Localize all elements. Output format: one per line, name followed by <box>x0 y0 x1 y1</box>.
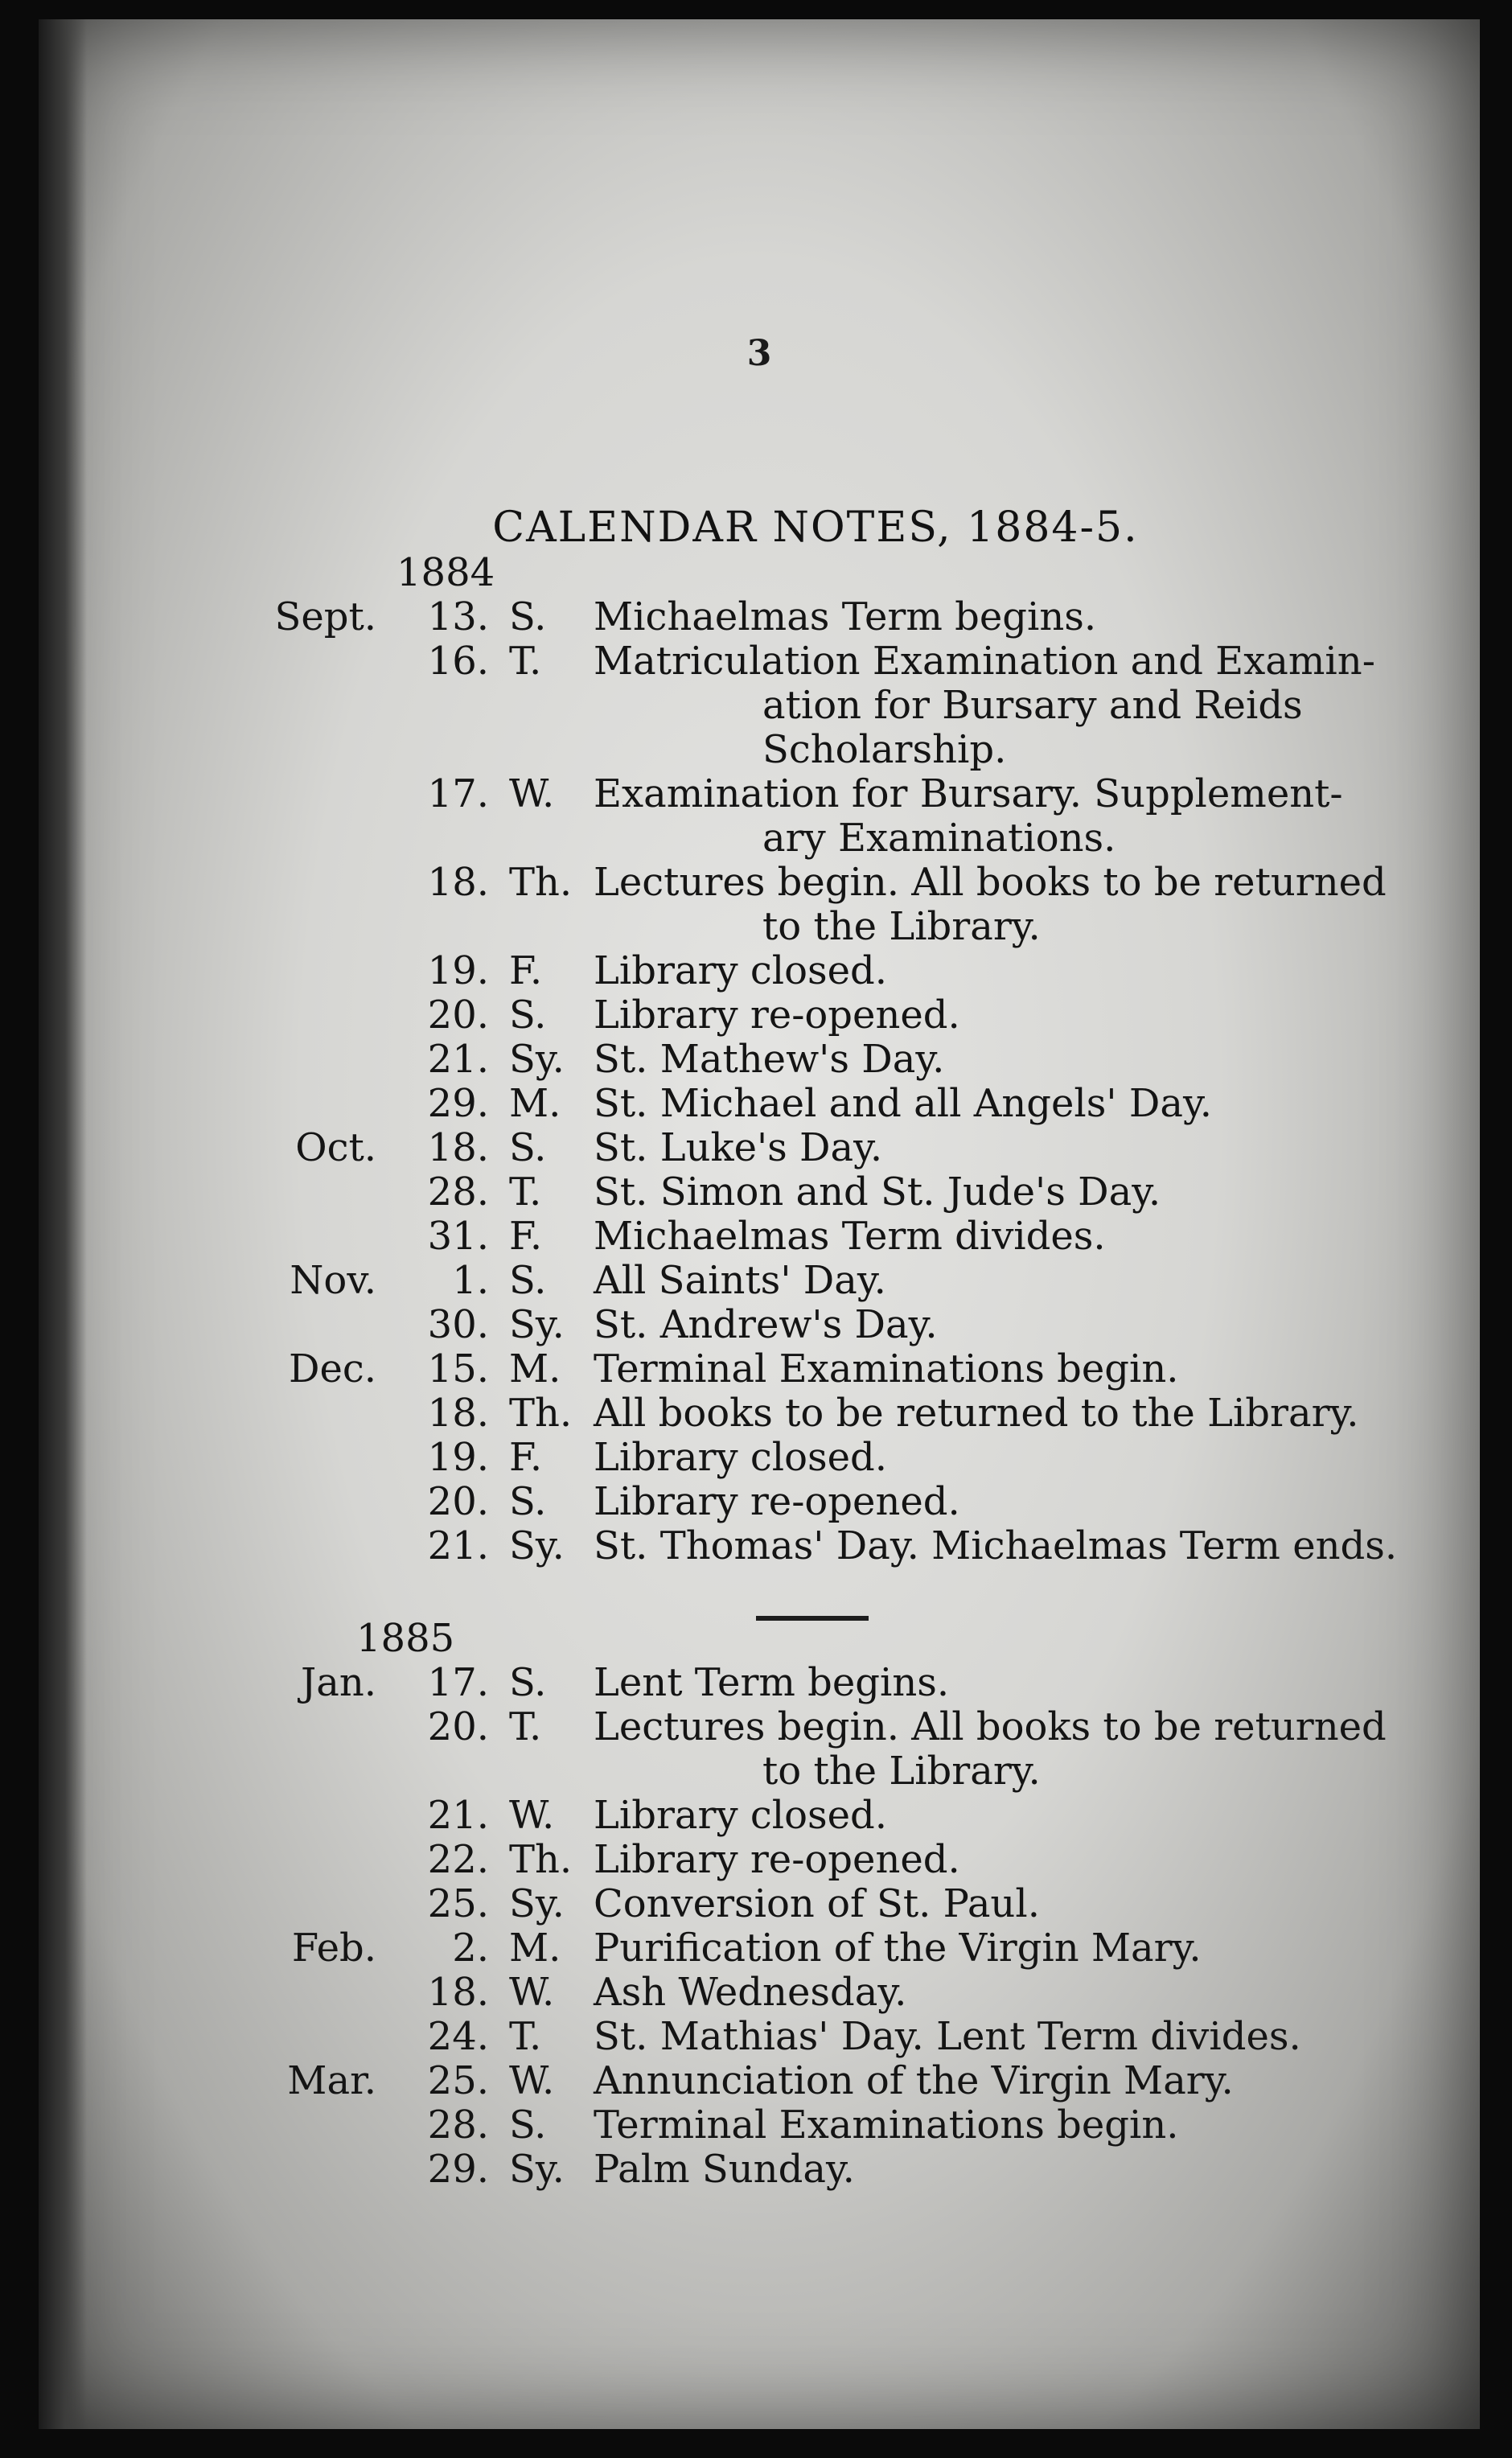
entry-description: Library closed. <box>594 1435 887 1480</box>
day-number: 29. <box>427 2147 489 2192</box>
weekday-abbrev: F. <box>509 1214 543 1259</box>
weekday-abbrev: S. <box>509 594 547 639</box>
entry-description: Library closed. <box>594 1793 887 1838</box>
entry-description: All Saints' Day. <box>594 1258 886 1303</box>
entry-description: Terminal Examinations begin. <box>594 2102 1179 2148</box>
entry-description: Library re-opened. <box>594 1479 960 1524</box>
weekday-abbrev: S. <box>509 1479 547 1524</box>
weekday-abbrev: S. <box>509 1125 547 1170</box>
calendar-entry <box>39 639 1480 684</box>
day-number: 25. <box>427 1881 489 1926</box>
weekday-abbrev: S. <box>509 1258 547 1303</box>
entry-description: Michaelmas Term begins. <box>594 594 1097 639</box>
entry-description: Lectures begin. All books to be returned <box>594 860 1387 905</box>
month-label: Mar. <box>287 2058 376 2103</box>
entry-description-continued: to the Library. <box>762 1749 1041 1794</box>
calendar-entry <box>39 1125 1480 1170</box>
calendar-entry <box>39 1346 1480 1391</box>
entry-description: Palm Sunday. <box>594 2147 855 2192</box>
day-number: 29. <box>427 1081 489 1126</box>
entry-description: Library closed. <box>594 948 887 993</box>
page-number: 3 <box>746 333 772 374</box>
entry-description: Annunciation of the Virgin Mary. <box>594 2058 1234 2103</box>
month-label: Dec. <box>288 1346 376 1391</box>
day-number: 21. <box>427 1523 489 1568</box>
weekday-abbrev: M. <box>509 1346 561 1391</box>
entry-description: St. Mathew's Day. <box>594 1037 945 1082</box>
entry-description: Terminal Examinations begin. <box>594 1346 1179 1391</box>
calendar-entry <box>39 1837 1480 1882</box>
day-number: 18. <box>427 1970 489 2015</box>
calendar-entry <box>39 1660 1480 1705</box>
calendar-entry <box>39 1970 1480 2015</box>
calendar-entry <box>39 1391 1480 1436</box>
weekday-abbrev: T. <box>509 2014 542 2059</box>
weekday-abbrev: T. <box>509 1704 542 1749</box>
day-number: 24. <box>427 2014 489 2059</box>
calendar-entry <box>39 771 1480 816</box>
calendar-entry <box>39 2058 1480 2103</box>
weekday-abbrev: Sy. <box>509 1523 565 1568</box>
calendar-entry <box>39 993 1480 1038</box>
day-number: 20. <box>427 1479 489 1524</box>
entry-description: Examination for Bursary. Supplement- <box>594 771 1343 816</box>
weekday-abbrev: Sy. <box>509 2147 565 2192</box>
entry-description: St. Simon and St. Jude's Day. <box>594 1169 1161 1215</box>
weekday-abbrev: T. <box>509 639 542 684</box>
weekday-abbrev: W. <box>509 1970 555 2015</box>
entry-description: Ash Wednesday. <box>594 1970 907 2015</box>
day-number: 2. <box>452 1926 489 1971</box>
year-heading-1884: 1884 <box>396 550 495 595</box>
calendar-entry <box>39 860 1480 905</box>
weekday-abbrev: W. <box>509 2058 555 2103</box>
day-number: 21. <box>427 1037 489 1082</box>
calendar-entry <box>39 1479 1480 1524</box>
day-number: 28. <box>427 2102 489 2148</box>
calendar-entry <box>39 1037 1480 1082</box>
scanned-page <box>39 19 1480 2429</box>
month-label: Jan. <box>300 1660 376 1705</box>
entry-description: Library re-opened. <box>594 1837 960 1882</box>
entry-description-continued: to the Library. <box>762 904 1041 949</box>
entry-description: Purification of the Virgin Mary. <box>594 1926 1202 1971</box>
calendar-entry <box>39 2147 1480 2192</box>
weekday-abbrev: W. <box>509 1793 555 1838</box>
weekday-abbrev: Th. <box>509 1391 573 1436</box>
day-number: 15. <box>427 1346 489 1391</box>
day-number: 31. <box>427 1214 489 1259</box>
entry-description: St. Thomas' Day. Michaelmas Term ends. <box>594 1523 1398 1568</box>
weekday-abbrev: F. <box>509 948 543 993</box>
day-number: 18. <box>427 860 489 905</box>
weekday-abbrev: S. <box>509 1660 547 1705</box>
calendar-entry <box>39 1793 1480 1838</box>
day-number: 18. <box>427 1391 489 1436</box>
calendar-entry <box>39 2102 1480 2148</box>
year-heading-1885: 1885 <box>356 1616 455 1661</box>
page-title: CALENDAR NOTES, 1884-5. <box>492 504 1139 552</box>
calendar-entry <box>39 1523 1480 1568</box>
weekday-abbrev: M. <box>509 1926 561 1971</box>
day-number: 20. <box>427 1704 489 1749</box>
calendar-entry <box>39 1214 1480 1259</box>
weekday-abbrev: W. <box>509 771 555 816</box>
calendar-entry <box>39 1302 1480 1347</box>
entry-description: St. Michael and all Angels' Day. <box>594 1081 1212 1126</box>
day-number: 17. <box>427 771 489 816</box>
weekday-abbrev: T. <box>509 1169 542 1215</box>
weekday-abbrev: M. <box>509 1081 561 1126</box>
month-label: Nov. <box>290 1258 376 1303</box>
calendar-entry <box>39 1926 1480 1971</box>
calendar-entry <box>39 1435 1480 1480</box>
weekday-abbrev: F. <box>509 1435 543 1480</box>
calendar-entry <box>39 2014 1480 2059</box>
month-label: Oct. <box>295 1125 376 1170</box>
day-number: 1. <box>452 1258 489 1303</box>
day-number: 20. <box>427 993 489 1038</box>
entry-description: Conversion of St. Paul. <box>594 1881 1040 1926</box>
day-number: 18. <box>427 1125 489 1170</box>
calendar-entry <box>39 1169 1480 1215</box>
day-number: 30. <box>427 1302 489 1347</box>
entry-description-continued: ation for Bursary and Reids <box>762 683 1303 728</box>
entry-description: Lent Term begins. <box>594 1660 950 1705</box>
entry-description: St. Andrew's Day. <box>594 1302 938 1347</box>
day-number: 19. <box>427 948 489 993</box>
weekday-abbrev: S. <box>509 993 547 1038</box>
day-number: 22. <box>427 1837 489 1882</box>
day-number: 19. <box>427 1435 489 1480</box>
weekday-abbrev: Sy. <box>509 1302 565 1347</box>
calendar-entry <box>39 594 1480 639</box>
month-label: Feb. <box>291 1926 376 1971</box>
weekday-abbrev: Sy. <box>509 1881 565 1926</box>
calendar-entry <box>39 1081 1480 1126</box>
calendar-entry <box>39 948 1480 993</box>
day-number: 13. <box>427 594 489 639</box>
entry-description: All books to be returned to the Library. <box>594 1391 1359 1436</box>
weekday-abbrev: Th. <box>509 1837 573 1882</box>
weekday-abbrev: Sy. <box>509 1037 565 1082</box>
calendar-entry <box>39 1881 1480 1926</box>
weekday-abbrev: Th. <box>509 860 573 905</box>
entry-description: Michaelmas Term divides. <box>594 1214 1106 1259</box>
day-number: 28. <box>427 1169 489 1215</box>
entry-description: Lectures begin. All books to be returned <box>594 1704 1387 1749</box>
day-number: 16. <box>427 639 489 684</box>
entry-description: St. Luke's Day. <box>594 1125 883 1170</box>
entry-description-continued: ary Examinations. <box>762 816 1116 861</box>
entry-description: St. Mathias' Day. Lent Term divides. <box>594 2014 1301 2059</box>
day-number: 17. <box>427 1660 489 1705</box>
entry-description-continued: Scholarship. <box>762 727 1007 772</box>
weekday-abbrev: S. <box>509 2102 547 2148</box>
calendar-entry <box>39 1258 1480 1303</box>
entry-description: Matriculation Examination and Examin- <box>594 639 1375 684</box>
entry-description: Library re-opened. <box>594 993 960 1038</box>
day-number: 25. <box>427 2058 489 2103</box>
month-label: Sept. <box>274 594 376 639</box>
day-number: 21. <box>427 1793 489 1838</box>
section-divider-rule <box>756 1616 869 1621</box>
calendar-entry <box>39 1704 1480 1749</box>
